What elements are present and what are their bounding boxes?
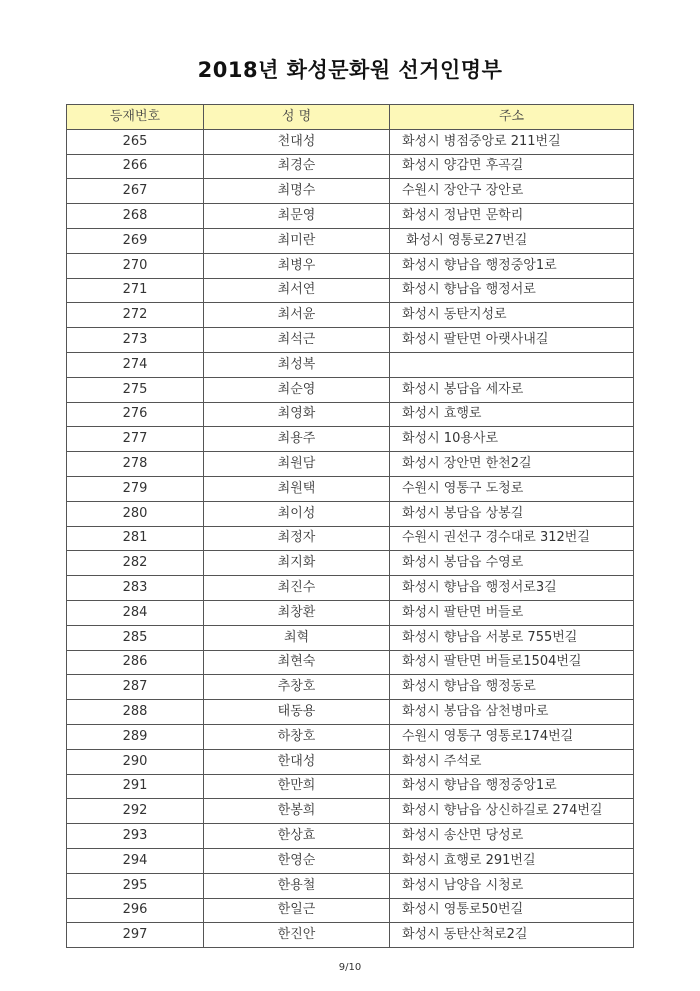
- cell-number: 286: [67, 650, 204, 675]
- table-row: [67, 700, 634, 725]
- cell-number: 282: [67, 551, 204, 576]
- cell-name: 최혁: [204, 625, 390, 650]
- cell-number: 297: [67, 923, 204, 948]
- cell-name: 최영화: [204, 402, 390, 427]
- cell-number: 274: [67, 352, 204, 377]
- cell-name: 최성복: [204, 352, 390, 377]
- cell-address: 화성시 향남읍 행정중앙1로: [390, 253, 634, 278]
- cell-address: 화성시 향남읍 행정서로3길: [390, 576, 634, 601]
- cell-name: 추창호: [204, 675, 390, 700]
- cell-number: 277: [67, 427, 204, 452]
- cell-number: 288: [67, 700, 204, 725]
- cell-number: 294: [67, 848, 204, 873]
- cell-number: 276: [67, 402, 204, 427]
- table-row: [67, 476, 634, 501]
- cell-name: 한영순: [204, 848, 390, 873]
- table-row: [67, 328, 634, 353]
- header-row: [67, 105, 634, 130]
- cell-name: 최명수: [204, 179, 390, 204]
- cell-number: 295: [67, 873, 204, 898]
- cell-number: 270: [67, 253, 204, 278]
- cell-name: 최진수: [204, 576, 390, 601]
- table-row: [67, 253, 634, 278]
- table-row: [67, 799, 634, 824]
- cell-number: 280: [67, 501, 204, 526]
- voter-register-table: [66, 104, 634, 948]
- cell-number: 289: [67, 724, 204, 749]
- header-address: 주소: [390, 105, 634, 130]
- table-row: [67, 551, 634, 576]
- cell-address: [390, 352, 634, 377]
- cell-number: 269: [67, 228, 204, 253]
- cell-number: 285: [67, 625, 204, 650]
- table-header: [67, 105, 634, 130]
- cell-number: 293: [67, 824, 204, 849]
- table-row: [67, 873, 634, 898]
- table-row: [67, 402, 634, 427]
- cell-name: 한용철: [204, 873, 390, 898]
- cell-number: 296: [67, 898, 204, 923]
- cell-address: 화성시 동탄산척로2길: [390, 923, 634, 948]
- cell-name: 최미란: [204, 228, 390, 253]
- cell-number: 271: [67, 278, 204, 303]
- table-row: [67, 576, 634, 601]
- cell-address: 화성시 봉담읍 세자로: [390, 377, 634, 402]
- cell-address: 화성시 향남읍 상신하길로 274번길: [390, 799, 634, 824]
- cell-number: 268: [67, 204, 204, 229]
- table-row: [67, 377, 634, 402]
- cell-name: 태동용: [204, 700, 390, 725]
- cell-number: 278: [67, 452, 204, 477]
- cell-address: 화성시 봉담읍 수영로: [390, 551, 634, 576]
- cell-address: 화성시 효행로: [390, 402, 634, 427]
- cell-name: 천대성: [204, 129, 390, 154]
- cell-name: 한대성: [204, 749, 390, 774]
- cell-address: 화성시 병점중앙로 211번길: [390, 129, 634, 154]
- cell-address: 수원시 영통구 영통로174번길: [390, 724, 634, 749]
- table-row: [67, 923, 634, 948]
- cell-address: 화성시 남양읍 시청로: [390, 873, 634, 898]
- cell-address: 화성시 송산면 당성로: [390, 824, 634, 849]
- table-row: [67, 129, 634, 154]
- table-row: [67, 352, 634, 377]
- cell-address: 화성시 영통로50번길: [390, 898, 634, 923]
- cell-number: 291: [67, 774, 204, 799]
- table-row: [67, 724, 634, 749]
- cell-name: 최이성: [204, 501, 390, 526]
- table-row: [67, 179, 634, 204]
- table-row: [67, 774, 634, 799]
- table-row: [67, 824, 634, 849]
- cell-name: 최서연: [204, 278, 390, 303]
- table-row: [67, 501, 634, 526]
- cell-name: 최순영: [204, 377, 390, 402]
- cell-number: 266: [67, 154, 204, 179]
- table-row: [67, 154, 634, 179]
- cell-address: 수원시 영통구 도청로: [390, 476, 634, 501]
- page-number: 9/10: [338, 962, 362, 973]
- cell-name: 한만희: [204, 774, 390, 799]
- cell-name: 최문영: [204, 204, 390, 229]
- cell-name: 최지화: [204, 551, 390, 576]
- cell-name: 최석근: [204, 328, 390, 353]
- cell-number: 273: [67, 328, 204, 353]
- table-row: [67, 427, 634, 452]
- cell-number: 284: [67, 600, 204, 625]
- cell-address: 수원시 권선구 경수대로 312번길: [390, 526, 634, 551]
- cell-name: 최원택: [204, 476, 390, 501]
- cell-address: 화성시 팔탄면 버들로1504번길: [390, 650, 634, 675]
- cell-name: 하창호: [204, 724, 390, 749]
- cell-address: 화성시 효행로 291번길: [390, 848, 634, 873]
- table-row: [67, 625, 634, 650]
- cell-number: 267: [67, 179, 204, 204]
- table-body: [67, 129, 634, 947]
- cell-address: 화성시 향남읍 행정중앙1로: [390, 774, 634, 799]
- header-registration-number: 등재번호: [67, 105, 204, 130]
- cell-name: 최현숙: [204, 650, 390, 675]
- table-row: [67, 452, 634, 477]
- cell-name: 한일근: [204, 898, 390, 923]
- table-row: [67, 650, 634, 675]
- cell-number: 272: [67, 303, 204, 328]
- table-row: [67, 278, 634, 303]
- table-row: [67, 600, 634, 625]
- cell-number: 279: [67, 476, 204, 501]
- cell-name: 최원담: [204, 452, 390, 477]
- cell-address: 화성시 정남면 문학리: [390, 204, 634, 229]
- document-title: 2018년 화성문화원 선거인명부: [197, 58, 503, 82]
- cell-address: 화성시 봉담읍 삼천병마로: [390, 700, 634, 725]
- cell-name: 한상효: [204, 824, 390, 849]
- cell-number: 265: [67, 129, 204, 154]
- cell-name: 최경순: [204, 154, 390, 179]
- cell-address: 수원시 장안구 장안로: [390, 179, 634, 204]
- cell-number: 287: [67, 675, 204, 700]
- cell-name: 한진안: [204, 923, 390, 948]
- cell-address: 화성시 향남읍 행정서로: [390, 278, 634, 303]
- table-row: [67, 675, 634, 700]
- cell-address: 화성시 팔탄면 아랫사내길: [390, 328, 634, 353]
- cell-address: 화성시 장안면 한천2길: [390, 452, 634, 477]
- cell-number: 283: [67, 576, 204, 601]
- cell-address: 화성시 팔탄면 버들로: [390, 600, 634, 625]
- cell-number: 290: [67, 749, 204, 774]
- cell-address: 화성시 향남읍 서봉로 755번길: [390, 625, 634, 650]
- cell-address: 화성시 동탄지성로: [390, 303, 634, 328]
- cell-address: 화성시 주석로: [390, 749, 634, 774]
- cell-address: 화성시 10용사로: [390, 427, 634, 452]
- cell-address: 화성시 양감면 후곡길: [390, 154, 634, 179]
- cell-name: 최용주: [204, 427, 390, 452]
- cell-name: 최서윤: [204, 303, 390, 328]
- cell-name: 최병우: [204, 253, 390, 278]
- cell-address: 화성시 향남읍 행정동로: [390, 675, 634, 700]
- header-name: 성 명: [204, 105, 390, 130]
- table-row: [67, 848, 634, 873]
- cell-name: 최정자: [204, 526, 390, 551]
- cell-number: 292: [67, 799, 204, 824]
- cell-number: 281: [67, 526, 204, 551]
- table-row: [67, 898, 634, 923]
- cell-name: 최창환: [204, 600, 390, 625]
- table-row: [67, 303, 634, 328]
- cell-number: 275: [67, 377, 204, 402]
- table-row: [67, 204, 634, 229]
- cell-name: 한봉희: [204, 799, 390, 824]
- cell-address: 화성시 봉담읍 상봉길: [390, 501, 634, 526]
- table-row: [67, 526, 634, 551]
- table-row: [67, 228, 634, 253]
- cell-address: 화성시 영통로27번길: [390, 228, 634, 253]
- table-row: [67, 749, 634, 774]
